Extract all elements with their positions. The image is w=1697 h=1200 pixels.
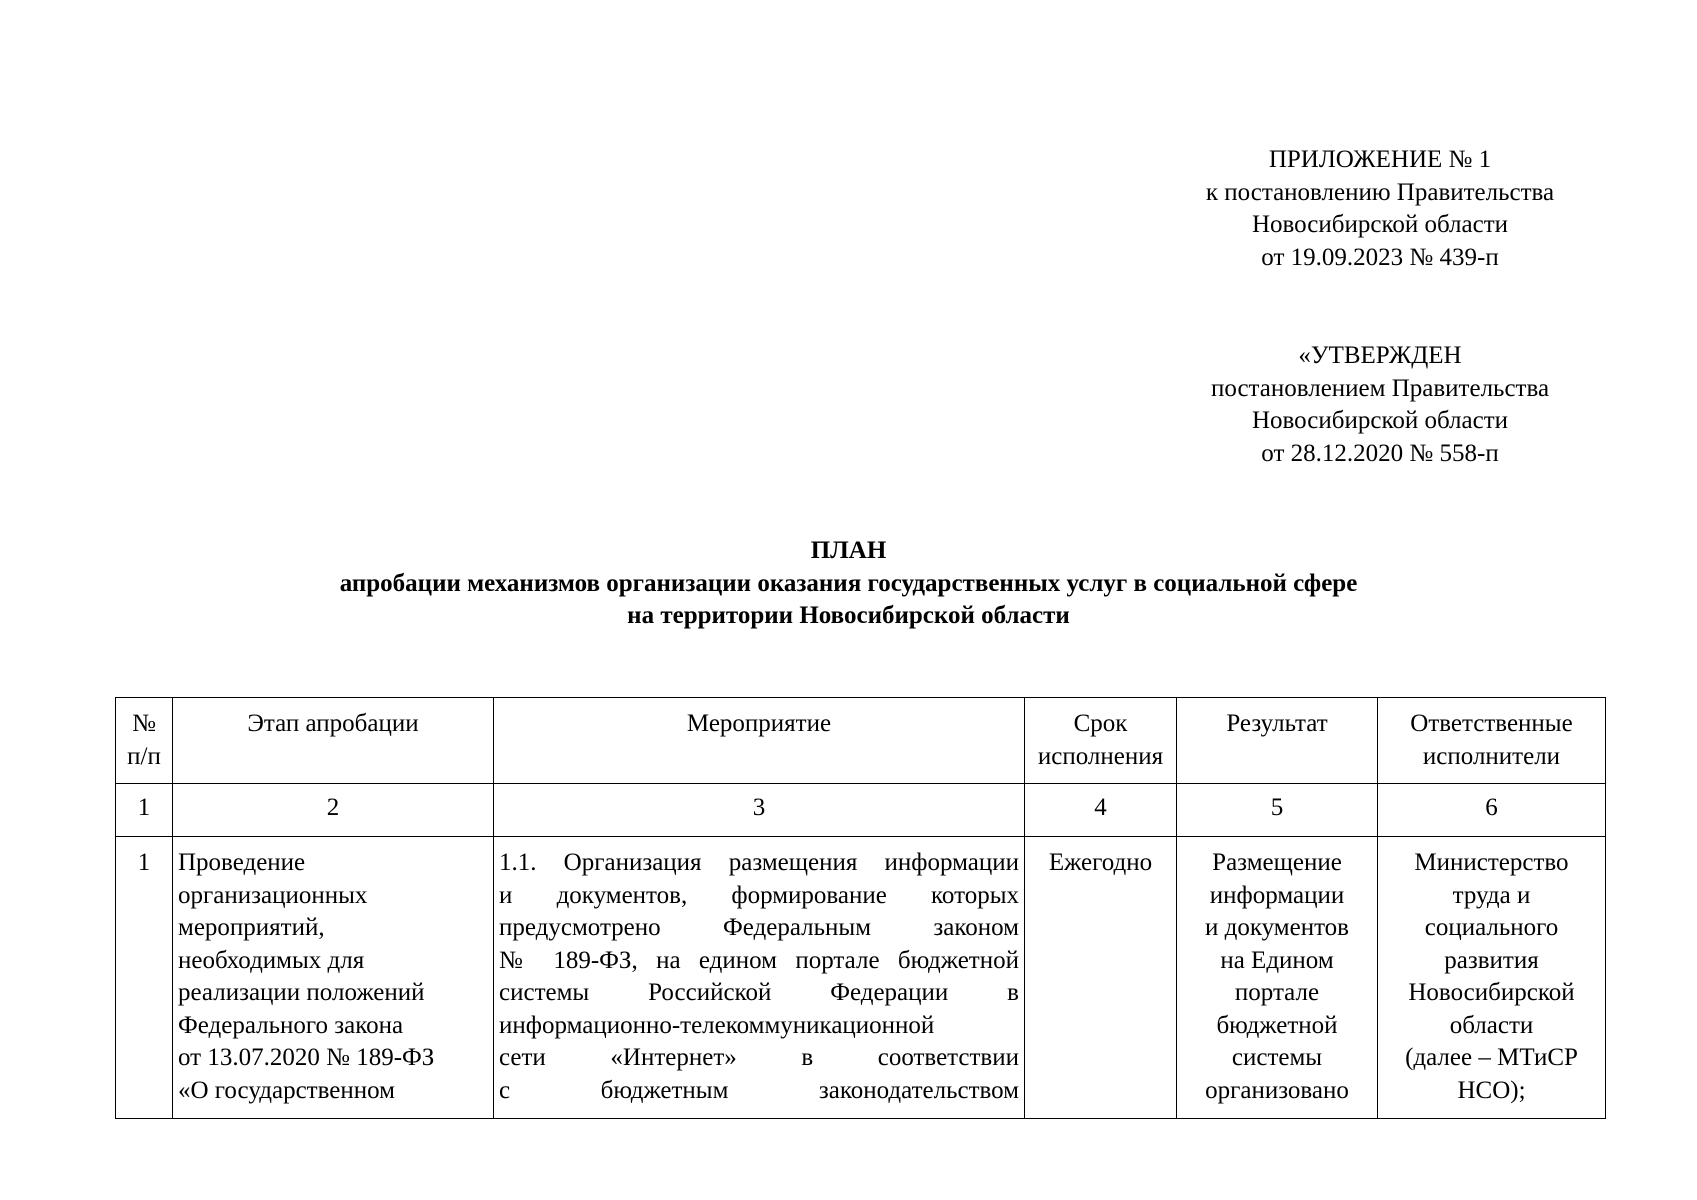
approval-line: «УТВЕРЖДЕН	[1298, 342, 1462, 369]
row-deadline: Ежегодно	[1025, 837, 1177, 1119]
header-event: Мероприятие	[494, 698, 1025, 784]
row-result: Размещение информации и документов на Едином портале бюджетной системы организовано	[1177, 837, 1378, 1119]
column-number: 2	[173, 784, 494, 837]
header-deadline: Срок исполнения	[1025, 698, 1177, 784]
appendix-line: от 19.09.2023 № 439-п	[1261, 243, 1499, 271]
row-responsible: Министерство труда и социального развития Новосибирской области (далее – МТиСР НСО);	[1378, 837, 1606, 1119]
row-stage: Проведение организационных мероприятий, необходимых для реализации положений Федерального закона от 13.07.2020 № 189-ФЗ «О государственном	[173, 837, 494, 1119]
column-number: 1	[116, 784, 173, 837]
column-number-row	[116, 784, 1606, 837]
table-row	[116, 837, 1606, 1119]
appendix-line: к постановлению Правительства	[1205, 178, 1555, 206]
plan-table	[115, 697, 1606, 1119]
header-responsible: Ответственные исполнители	[1378, 698, 1606, 784]
column-number: 3	[494, 784, 1025, 837]
approval-line: Новосибирской области	[1251, 407, 1509, 434]
appendix-line: ПРИЛОЖЕНИЕ № 1	[1268, 146, 1492, 173]
column-number: 6	[1378, 784, 1606, 837]
approval-line: от 28.12.2020 № 558-п	[1261, 439, 1499, 467]
appendix-line: Новосибирской области	[1251, 211, 1509, 238]
header-stage: Этап апробации	[173, 698, 494, 784]
column-number: 4	[1025, 784, 1177, 837]
row-num: 1	[116, 837, 173, 1119]
table-header-row	[116, 698, 1606, 784]
title-line: на территории Новосибирской области	[627, 602, 1070, 629]
document-title	[0, 535, 1697, 633]
appendix-stamp	[1160, 144, 1600, 274]
column-number: 5	[1177, 784, 1378, 837]
approval-stamp	[1160, 340, 1600, 470]
title-main: ПЛАН	[810, 537, 887, 564]
header-result: Результат	[1177, 698, 1378, 784]
approval-line: постановлением Правительства	[1210, 374, 1550, 402]
row-event: 1.1. Организация размещения информации и документов, формирование которых предусмотрено Федеральным законом № 189-ФЗ, на едином портале бюджетной системы Российской Федерации в информационно-телекоммуникационной сети «Интернет» в соответствии с бюджетным законодательством	[494, 837, 1025, 1119]
header-num: № п/п	[116, 698, 173, 784]
title-line: апробации механизмов организации оказания государственных услуг в социальной сфере	[339, 569, 1358, 597]
